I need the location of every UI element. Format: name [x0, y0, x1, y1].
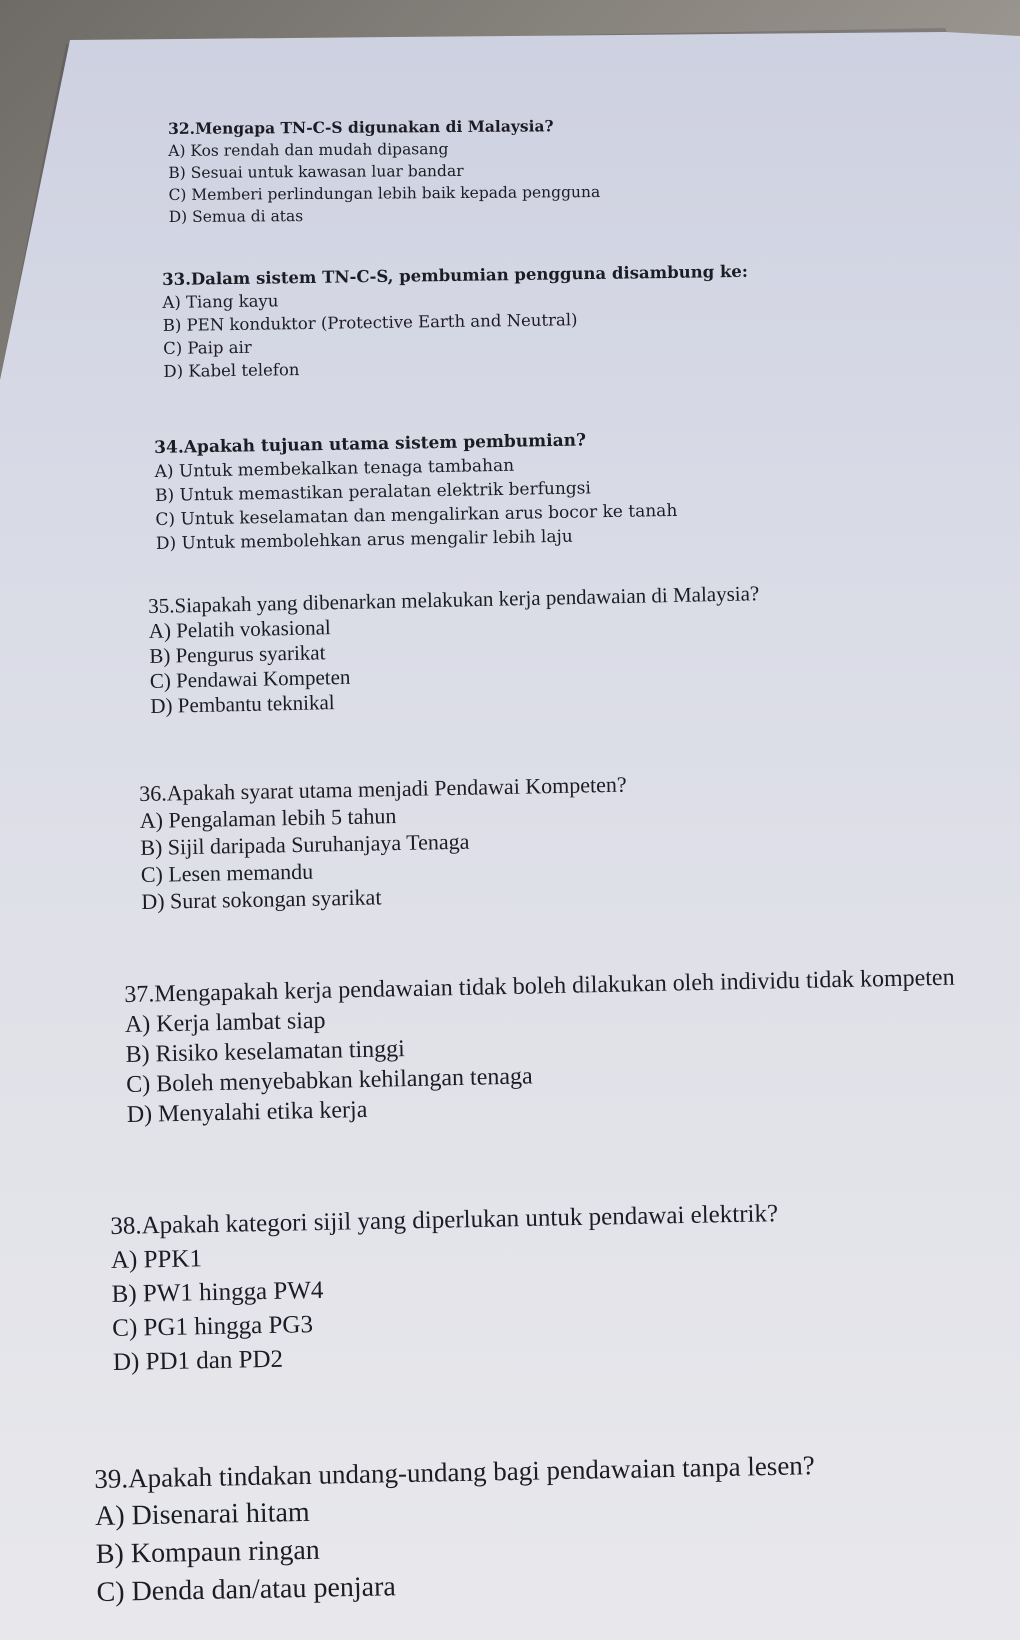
- option-b: B) PW1 hingga PW4: [111, 1276, 324, 1308]
- option-b: B) Pengurus syarikat: [149, 640, 326, 668]
- question-34: [154, 427, 678, 556]
- question-title: 35.Siapakah yang dibenarkan melakukan kerja pendawaian di Malaysia?: [148, 581, 760, 618]
- question-title: 38.Apakah kategori sijil yang diperlukan untuk pendawai elektrik?: [110, 1200, 779, 1240]
- option-b: B) PEN konduktor (Protective Earth and Neutral): [162, 310, 578, 335]
- question-title: 36.Apakah syarat utama menjadi Pendawai Kompeten?: [139, 771, 627, 806]
- option-d: D) Pembantu teknikal: [150, 690, 335, 718]
- option-d: D) PD1 dan PD2: [112, 1345, 284, 1376]
- question-35: [148, 581, 762, 719]
- option-a: A) PPK1: [110, 1245, 203, 1274]
- option-c: C) Denda dan/atau penjara: [96, 1571, 397, 1608]
- option-d: D) Untuk membolehkan arus mengalir lebih laju: [155, 526, 573, 554]
- option-a: A) Tiang kayu: [162, 291, 279, 312]
- option-a: A) Disenarai hitam: [94, 1496, 310, 1532]
- option-a: A) Pengalaman lebih 5 tahun: [139, 803, 397, 833]
- question-38: [110, 1197, 781, 1380]
- option-d: D) Menyalahi etika kerja: [126, 1096, 368, 1128]
- option-b: B) Kompaun ringan: [95, 1534, 321, 1570]
- question-39: [94, 1446, 817, 1612]
- option-b: B) Sesuai untuk kawasan luar bandar: [168, 161, 464, 182]
- question-title: 33.Dalam sistem TN-C-S, pembumian pengguna disambung ke:: [162, 261, 749, 289]
- option-d: D) Semua di atas: [168, 207, 304, 226]
- option-c: C) Lesen memandu: [140, 858, 314, 887]
- option-a: A) Kerja lambat siap: [124, 1007, 326, 1038]
- option-c: C) PG1 hingga PG3: [112, 1311, 314, 1342]
- option-b: B) Risiko keselamatan tinggi: [125, 1036, 406, 1068]
- question-33: [162, 260, 749, 383]
- question-title: 32.Mengapa TN-C-S digunakan di Malaysia?: [168, 116, 554, 138]
- option-c: C) Boleh menyebabkan kehilangan tenaga: [125, 1063, 533, 1098]
- option-c: C) Paip air: [162, 337, 252, 358]
- option-a: A) Untuk membekalkan tenaga tambahan: [154, 455, 515, 482]
- option-c: C) Pendawai Kompeten: [149, 664, 351, 693]
- question-32: [168, 115, 600, 228]
- option-d: D) Surat sokongan syarikat: [141, 884, 382, 914]
- question-title: 34.Apakah tujuan utama sistem pembumian?: [154, 430, 587, 458]
- question-title: 39.Apakah tindakan undang-undang bagi pendawaian tanpa lesen?: [94, 1450, 816, 1494]
- option-c: C) Untuk keselamatan dan mengalirkan arus bocor ke tanah: [155, 500, 678, 530]
- option-a: A) Kos rendah dan mudah dipasang: [168, 140, 449, 160]
- question-title: 37.Mengapakah kerja pendawaian tidak boleh dilakukan oleh individu tidak kompeten: [124, 964, 955, 1008]
- option-d: D) Kabel telefon: [163, 360, 300, 381]
- option-b: B) Sijil daripada Suruhanjaya Tenaga: [140, 828, 470, 860]
- question-36: [139, 771, 629, 915]
- option-c: C) Memberi perlindungan lebih baik kepada pengguna: [168, 182, 601, 204]
- option-a: A) Pelatih vokasional: [148, 615, 331, 643]
- option-b: B) Untuk memastikan peralatan elektrik berfungsi: [154, 478, 592, 506]
- question-37: [124, 963, 957, 1130]
